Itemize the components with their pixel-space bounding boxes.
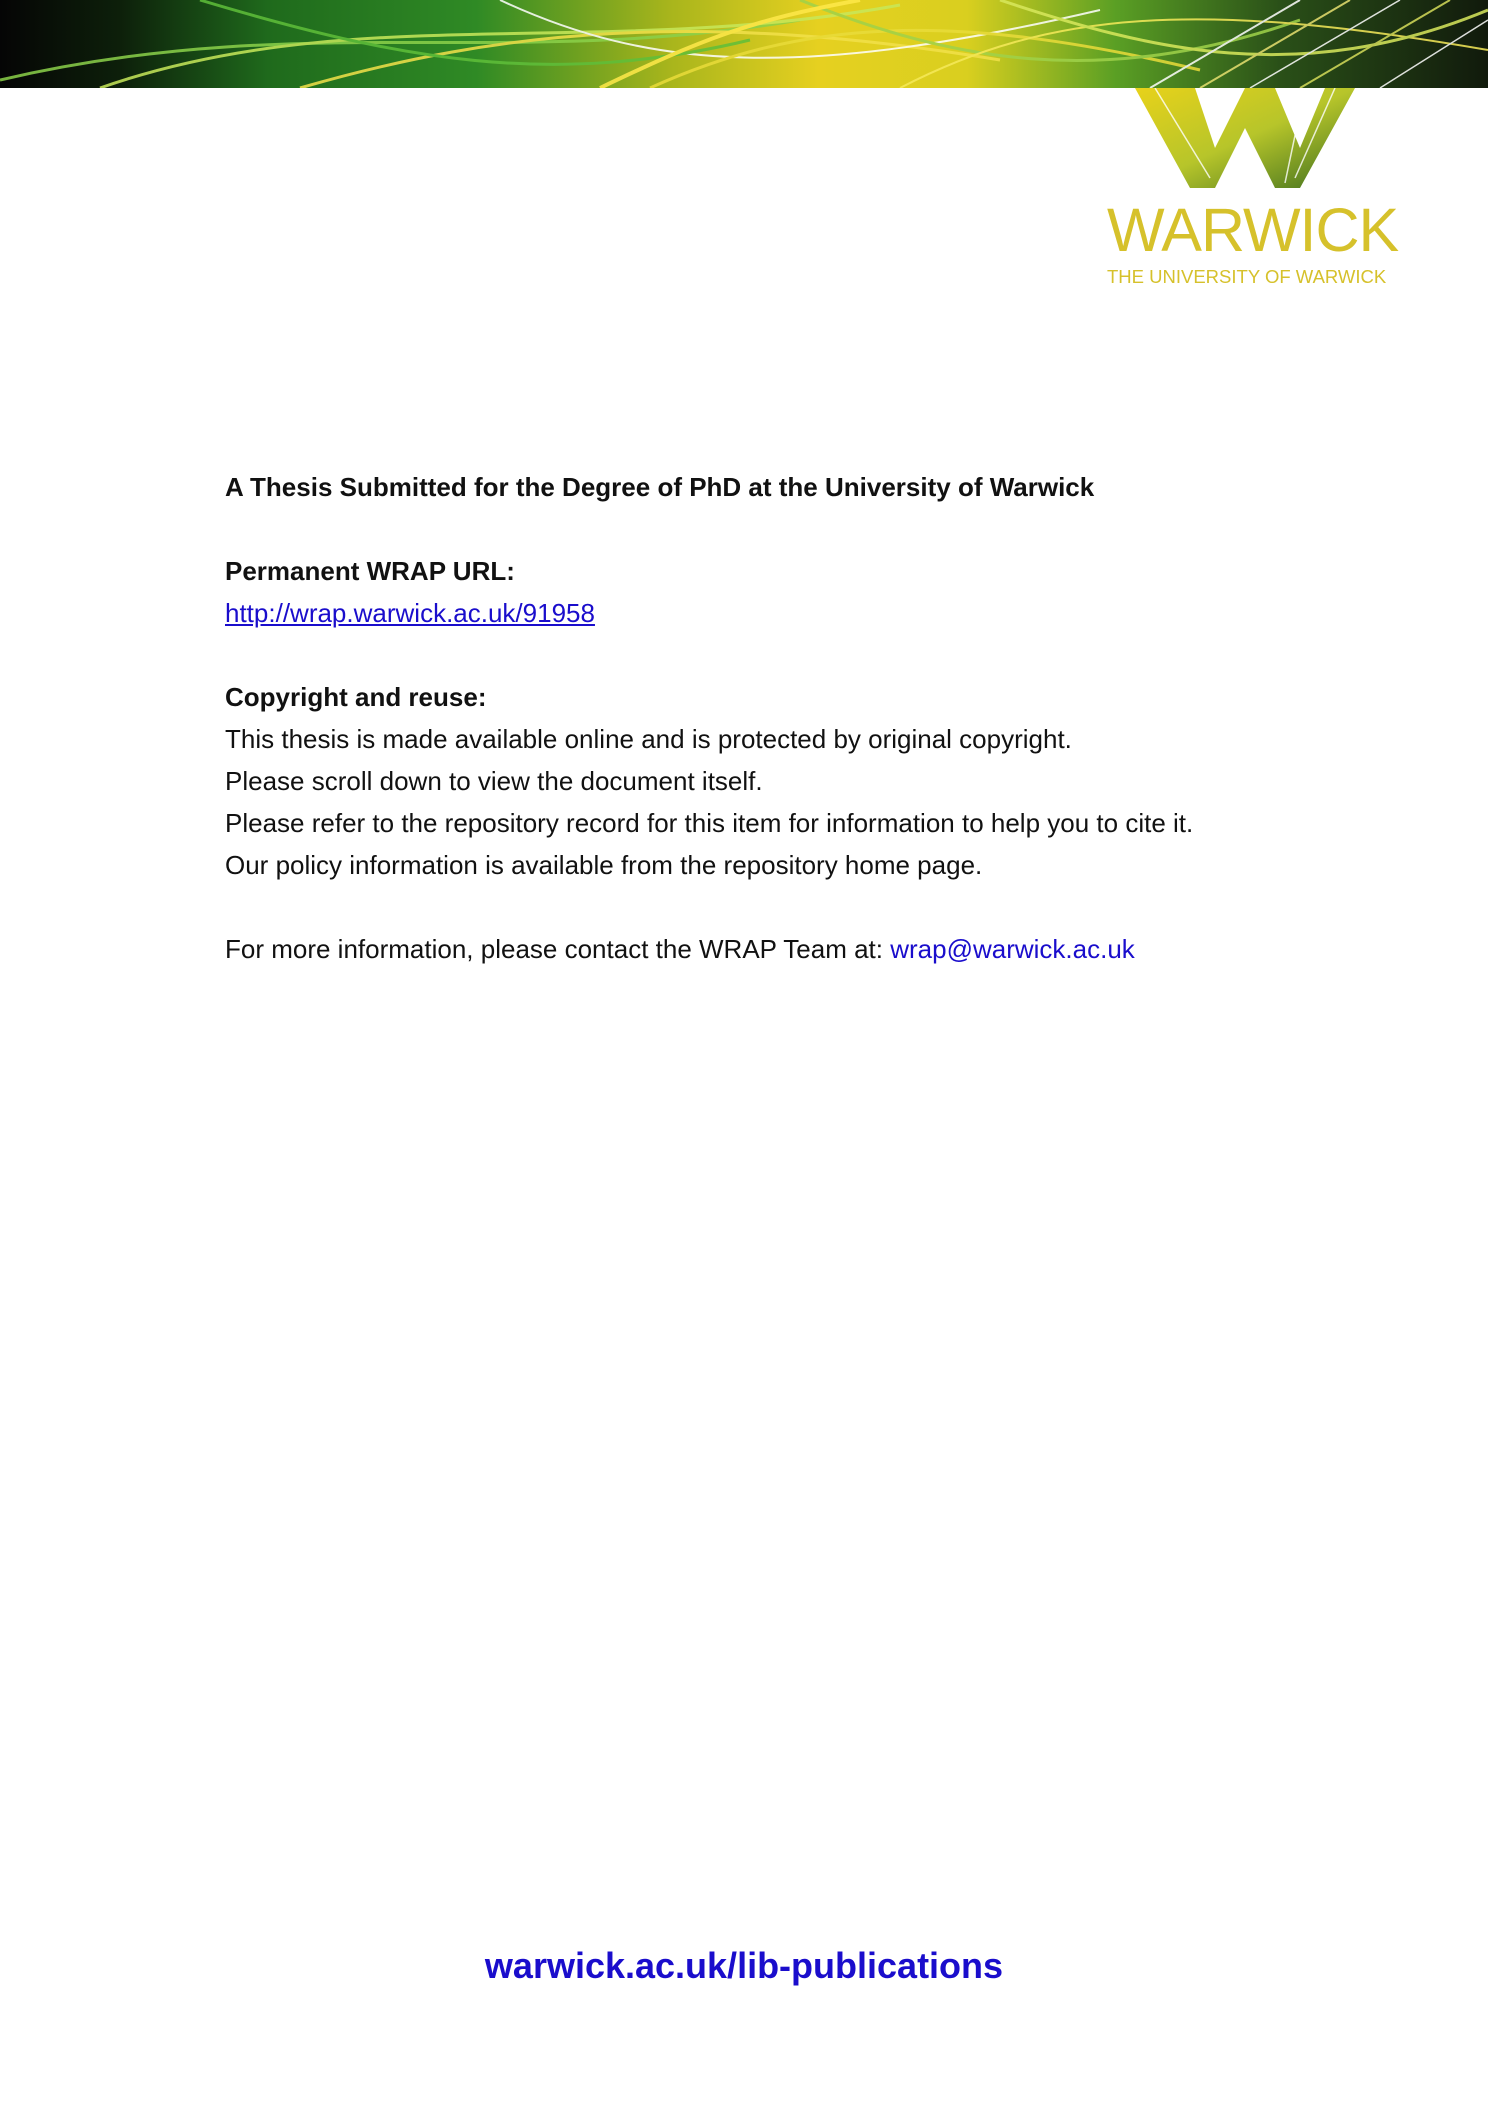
header-banner — [0, 0, 1488, 88]
permanent-url-line — [225, 592, 1345, 634]
warwick-logo — [1107, 196, 1399, 287]
logo-wordmark: WARWICK — [1107, 196, 1399, 264]
spacer — [225, 634, 1345, 676]
footer-link[interactable]: warwick.ac.uk/lib-publications — [484, 1945, 1004, 1986]
copyright-line: This thesis is made available online and is protected by original copyright. — [225, 724, 1072, 754]
copyright-line: Our policy information is available from the repository home page. — [225, 850, 983, 880]
copyright-heading: Copyright and reuse: — [225, 682, 487, 712]
spacer — [225, 886, 1345, 928]
permanent-url-link[interactable]: http://wrap.warwick.ac.uk/91958 — [225, 598, 595, 628]
copyright-line: Please refer to the repository record for this item for information to help you to cite it. — [225, 808, 1194, 838]
contact-line — [225, 928, 1345, 970]
thesis-title: A Thesis Submitted for the Degree of PhD at the University of Warwick — [225, 472, 1095, 502]
contact-email-link[interactable]: wrap@warwick.ac.uk — [890, 934, 1135, 964]
copyright-line: Please scroll down to view the document itself. — [225, 766, 763, 796]
warwick-chevron-icon — [1135, 88, 1355, 188]
contact-text: For more information, please contact the WRAP Team at: — [225, 934, 891, 964]
logo-subline: THE UNIVERSITY OF WARWICK — [1107, 266, 1387, 287]
permanent-url-heading: Permanent WRAP URL: — [225, 556, 515, 586]
spacer — [225, 508, 1345, 550]
cover-content — [225, 466, 1345, 970]
